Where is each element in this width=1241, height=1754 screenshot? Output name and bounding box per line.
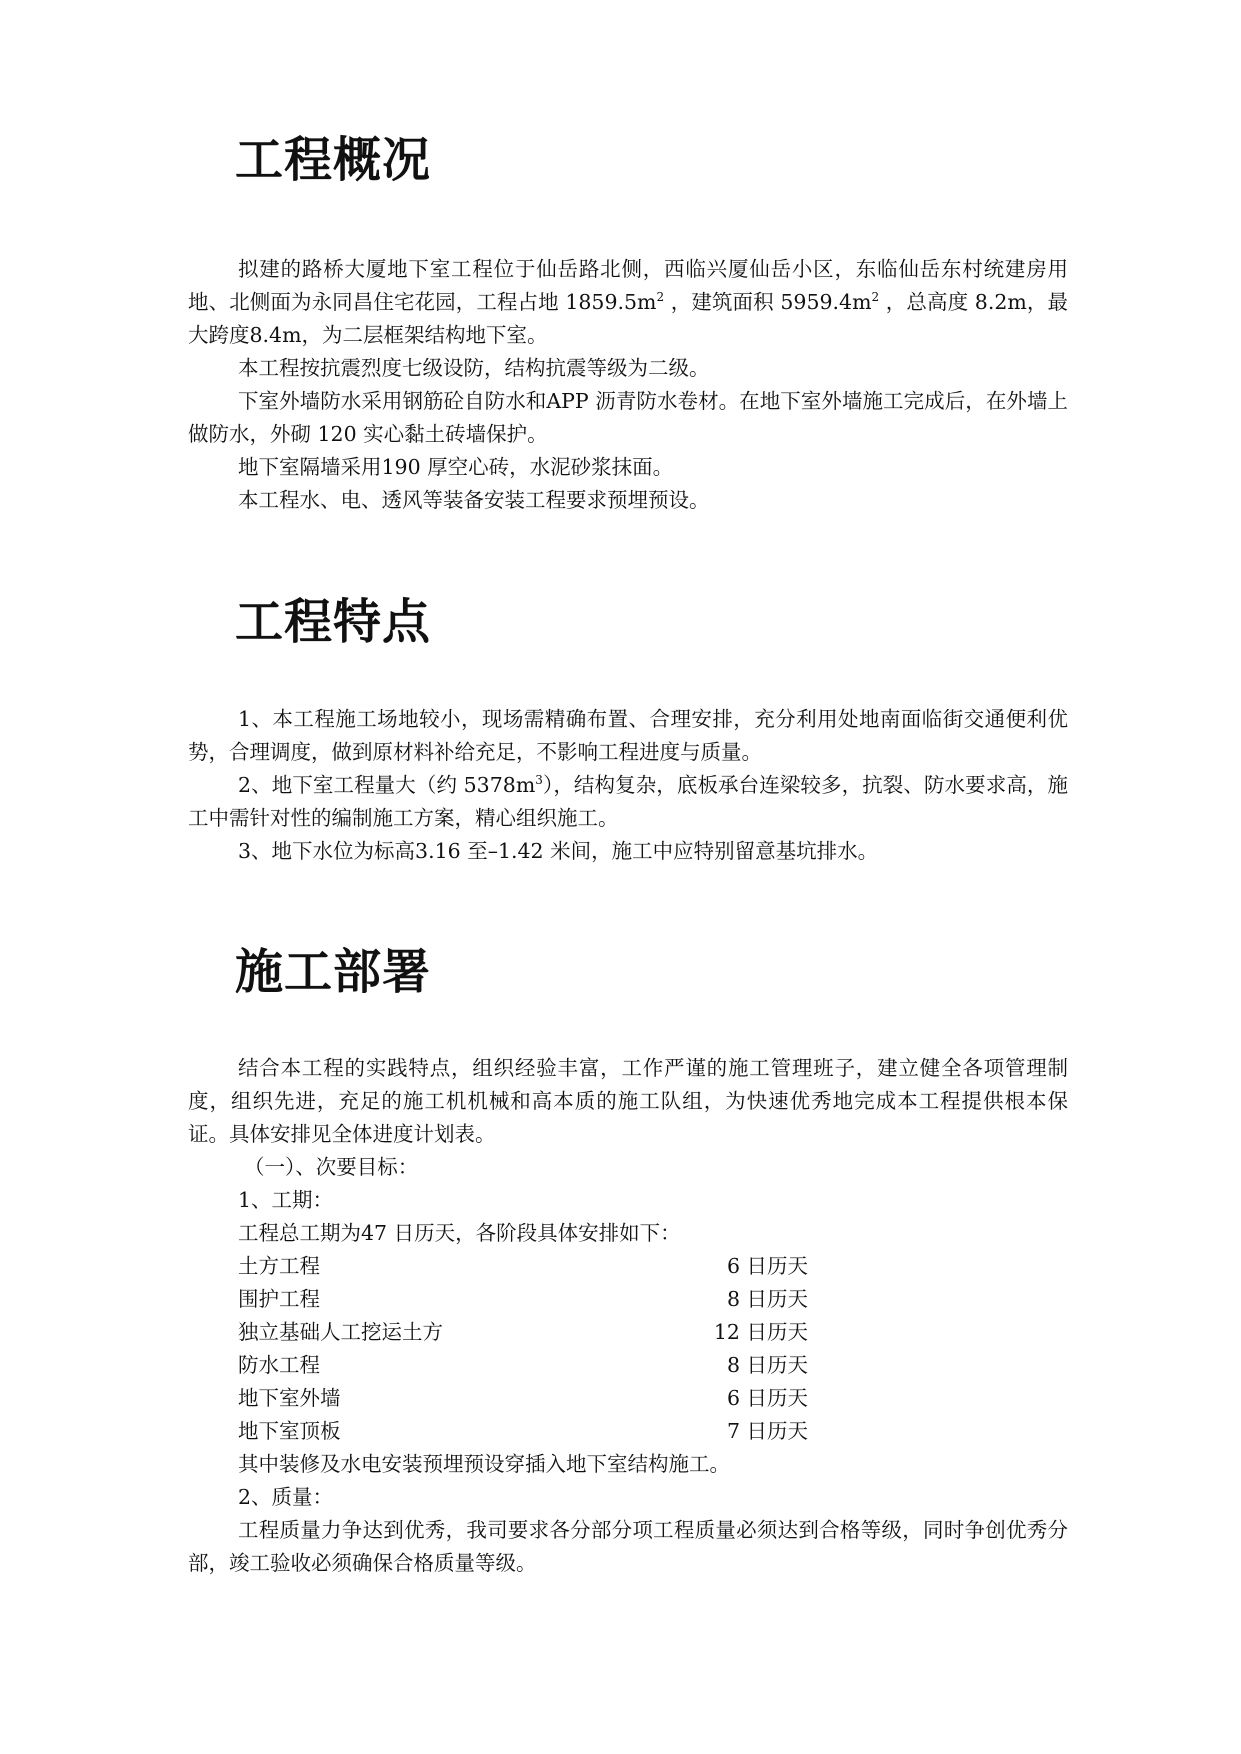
schedule-list	[188, 1250, 1068, 1448]
schedule-task: 地下室外墙	[238, 1386, 341, 1410]
item-quality-heading: 2、质量：	[238, 1485, 334, 1509]
schedule-row	[188, 1250, 1068, 1283]
item-schedule-heading: 1、工期：	[238, 1188, 334, 1212]
schedule-duration: 8 日历天	[726, 1287, 808, 1311]
paragraph-waterproofing: 下室外墙防水采用钢筋砼自防水和APP 沥青防水卷材。在地下室外墙施工完成后，在外墙上做防水，外砌 120 实心黏土砖墙保护。	[188, 389, 1068, 446]
paragraph-deployment-intro: 结合本工程的实践特点，组织经验丰富，工作严谨的施工管理班子，建立健全各项管理制度，组织先进，充足的施工机机械和高本质的施工队组，为快速优秀地完成本工程提供根本保证。具体安排见全体进度计划表。	[188, 1056, 1068, 1146]
section-body-overview	[188, 253, 1068, 517]
section-title-overview: 工程概况	[235, 132, 432, 188]
paragraph-seismic: 本工程按抗震烈度七级设防，结构抗震等级为二级。	[238, 356, 710, 380]
schedule-task: 地下室顶板	[238, 1419, 341, 1443]
feature-item-2: 2、地下室工程量大（约 $5378m^3$），结构复杂，底板承台连梁较多，抗裂、防水要求高，施工中需针对性的编制施工方案，精心组织施工。	[188, 773, 1069, 830]
schedule-duration: 7 日历天	[726, 1419, 808, 1443]
schedule-task: 土方工程	[238, 1254, 320, 1278]
schedule-duration: 8 日历天	[726, 1353, 808, 1377]
schedule-task: 防水工程	[238, 1353, 320, 1377]
section-title-features: 工程特点	[235, 594, 432, 650]
schedule-note: 其中装修及水电安装预埋预设穿插入地下室结构施工。	[238, 1452, 730, 1476]
paragraph-quality: 工程质量力争达到优秀，我司要求各分部分项工程质量必须达到合格等级，同时争创优秀分部，竣工验收必须确保合格质量等级。	[188, 1518, 1068, 1575]
paragraph-installation: 本工程水、电、透风等装备安装工程要求预埋预设。	[238, 488, 710, 512]
schedule-duration: 12 日历天	[713, 1320, 808, 1344]
schedule-row	[188, 1316, 1068, 1349]
schedule-row	[188, 1382, 1068, 1415]
schedule-row	[188, 1283, 1068, 1316]
paragraph-project-location: 拟建的路桥大厦地下室工程位于仙岳路北侧，西临兴厦仙岳小区，东临仙岳东村统建房用地、北侧面为永同昌住宅花园，工程占地 $1859.5m^2$ ，建筑面积 $5959.4m^2$ ，总高度 8.2m，最大跨度8.4m，为二层框架结构地下室。	[188, 257, 1069, 347]
section-title-deployment: 施工部署	[235, 944, 432, 1000]
schedule-task: 独立基础人工挖运土方	[238, 1320, 443, 1344]
schedule-duration: 6 日历天	[726, 1386, 808, 1410]
schedule-row	[188, 1349, 1068, 1382]
paragraph-partition-wall: 地下室隔墙采用190 厚空心砖，水泥砂浆抹面。	[238, 455, 674, 479]
schedule-intro: 工程总工期为47 日历天，各阶段具体安排如下：	[238, 1221, 681, 1245]
schedule-duration: 6 日历天	[726, 1254, 808, 1278]
schedule-row	[188, 1415, 1068, 1448]
feature-item-3: 3、地下水位为标高3.16 至–1.42 米间，施工中应特别留意基坑排水。	[238, 839, 879, 863]
subheading-objectives: （一）、次要目标：	[244, 1155, 419, 1179]
feature-item-1: 1、本工程施工场地较小，现场需精确布置、合理安排，充分利用处地南面临街交通便利优势，合理调度，做到原材料补给充足，不影响工程进度与质量。	[188, 707, 1068, 764]
section-body-deployment	[188, 1052, 1068, 1580]
schedule-task: 围护工程	[238, 1287, 320, 1311]
section-body-features	[188, 703, 1068, 868]
